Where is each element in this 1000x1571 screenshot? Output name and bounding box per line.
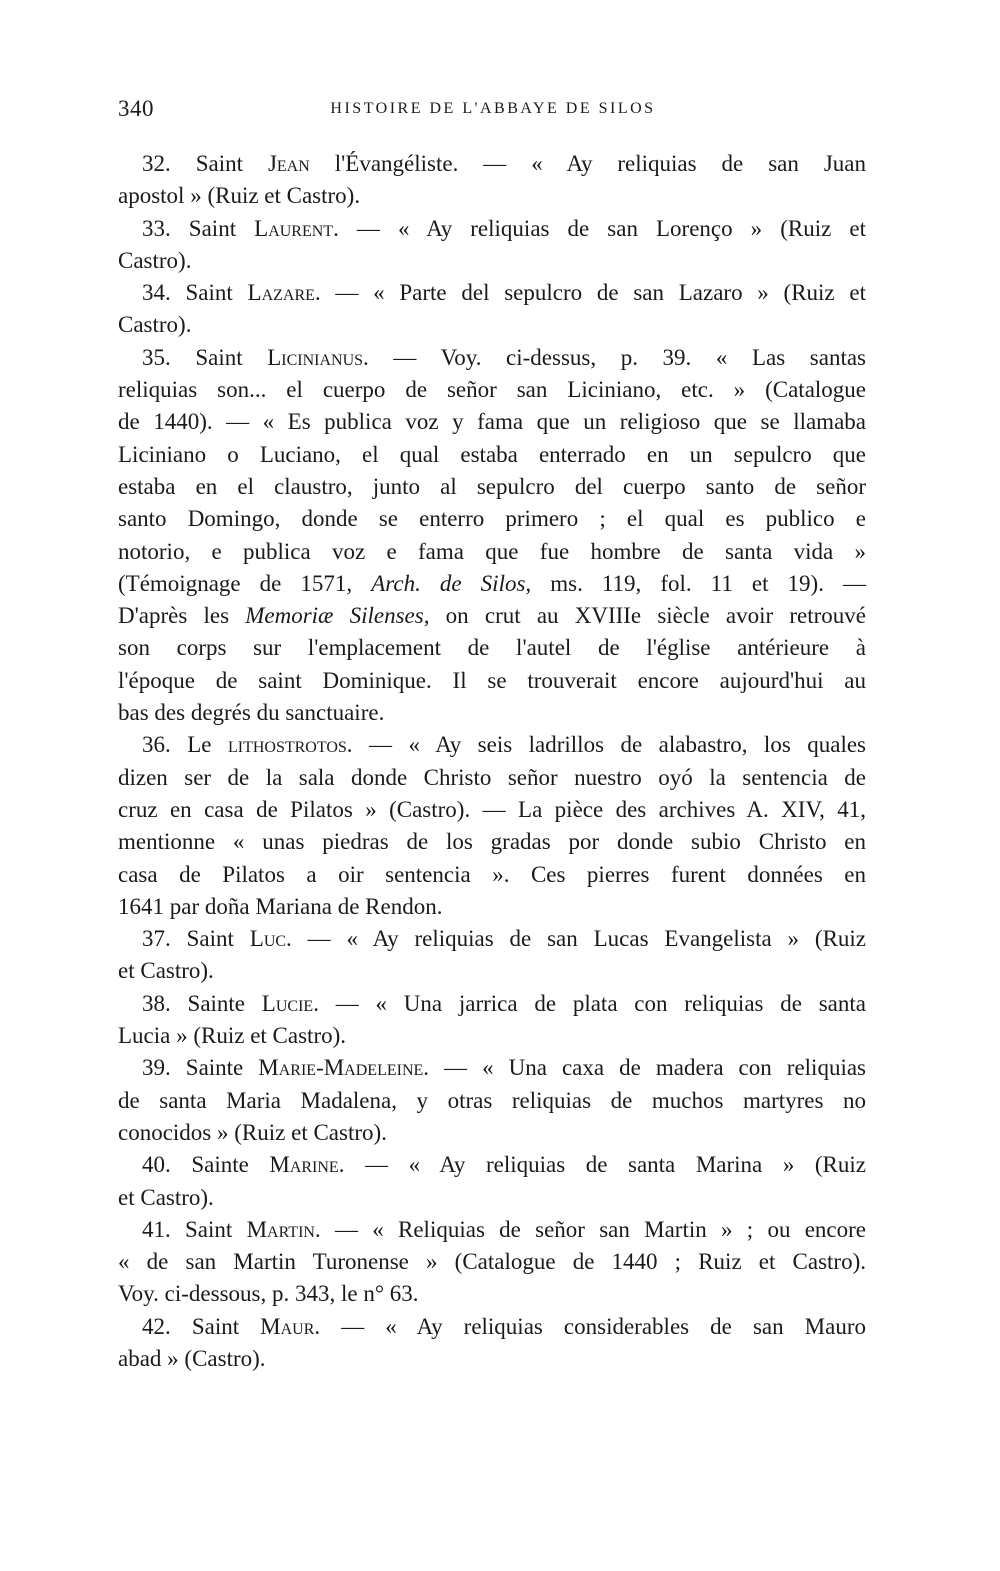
text-line <box>118 891 866 923</box>
text-segment: 36. Le <box>142 732 228 758</box>
italic-text: Memoriæ Silenses <box>245 603 424 629</box>
text-segment: 33. Saint <box>142 215 255 241</box>
text-line <box>118 1020 866 1052</box>
text-segment: . — Voy. ci-dessus, p. 39. « Las santas <box>363 344 866 370</box>
text-line <box>118 762 866 794</box>
body-text <box>118 148 866 1375</box>
text-segment: abad » (Castro). <box>118 1345 266 1371</box>
italic-text: Arch. de Silos, <box>371 570 532 596</box>
text-segment: l'Évangéliste. — « Ay reliquias de san Juan <box>309 151 866 176</box>
text-segment: . — « Reliquias de señor san Martin » ; ou encore <box>314 1216 867 1242</box>
text-segment: 35. Saint <box>142 344 268 370</box>
text-line <box>118 600 866 632</box>
text-line <box>118 245 866 277</box>
text-segment: Voy. ci-dessous, p. 343, le n° 63. <box>118 1281 419 1307</box>
text-line <box>118 923 866 955</box>
text-line <box>118 1117 866 1149</box>
text-segment: son corps sur l'emplacement de l'autel de l'église antérieure à <box>118 635 866 661</box>
text-segment: (Témoignage de 1571, <box>118 570 372 596</box>
text-line <box>118 955 866 987</box>
entry-name: Lazare <box>247 280 315 306</box>
text-segment: « de san Martin Turonense » (Catalogue de 1440 ; Ruiz et Castro). <box>118 1249 866 1275</box>
text-line <box>118 148 866 180</box>
text-segment: 39. Sainte <box>142 1055 259 1081</box>
text-segment: . — « Ay reliquias de santa Marina » (Ruiz <box>338 1152 866 1178</box>
text-segment: . — « Ay seis ladrillos de alabastro, los quales <box>346 732 866 758</box>
text-segment: mentionne « unas piedras de los gradas por donde subio Christo en <box>118 829 866 855</box>
entry-name: Maur <box>260 1313 315 1339</box>
entry-name: Martin <box>246 1216 315 1242</box>
text-line <box>118 988 866 1020</box>
text-segment: santo Domingo, donde se enterro primero ; el qual es publico e <box>118 506 866 532</box>
text-segment: ms. 119, fol. 11 et 19). — <box>531 570 867 596</box>
text-segment: notorio, e publica voz e fama que fue hombre de santa vida » <box>118 538 866 564</box>
text-line <box>118 406 866 438</box>
text-segment: l'époque de saint Dominique. Il se trouverait encore aujourd'hui au <box>118 667 866 693</box>
text-segment: Liciniano o Luciano, el qual estaba enterrado en un sepulcro que <box>118 441 866 467</box>
text-segment: . — « Ay reliquias de san Lorenço » (Ruiz et <box>333 215 866 241</box>
entry-name: Marie-Madeleine <box>258 1055 424 1081</box>
text-segment: 32. Saint <box>142 151 268 176</box>
text-segment: 41. Saint <box>142 1216 247 1242</box>
text-segment: bas des degrés du sanctuaire. <box>118 700 385 726</box>
text-line <box>118 1052 866 1084</box>
entry-name: Licinianus <box>267 344 364 370</box>
text-segment: 34. Saint <box>142 280 248 306</box>
text-segment: conocidos » (Ruiz et Castro). <box>118 1119 387 1145</box>
text-segment: . — « Una caxa de madera con reliquias <box>423 1055 866 1081</box>
text-segment: dizen ser de la sala donde Christo señor nuestro oyó la sentencia de <box>118 764 866 790</box>
text-segment: 1641 par doña Mariana de Rendon. <box>118 893 443 919</box>
entry-name: Laurent <box>254 215 334 241</box>
text-line <box>118 213 866 245</box>
text-segment: . — « Parte del sepulcro de san Lazaro » (Ruiz et <box>314 280 866 306</box>
text-segment: estaba en el claustro, junto al sepulcro del cuerpo santo de señor <box>118 473 866 499</box>
entry-name: lithostrotos <box>227 732 347 758</box>
text-line <box>118 1246 866 1278</box>
text-segment: 42. Saint <box>142 1313 261 1339</box>
text-line <box>118 374 866 406</box>
text-line <box>118 729 866 761</box>
text-line <box>118 1149 866 1181</box>
text-segment: apostol » (Ruiz et Castro). <box>118 183 361 209</box>
text-line <box>118 568 866 600</box>
text-line <box>118 180 866 212</box>
text-line <box>118 1311 866 1343</box>
text-segment: reliquias son... el cuerpo de señor san Liciniano, etc. » (Catalogue <box>118 377 866 403</box>
text-line <box>118 665 866 697</box>
text-segment: . — « Ay reliquias considerables de san Mauro <box>314 1313 866 1339</box>
text-segment: 38. Sainte <box>142 990 262 1016</box>
entry-name: Jean <box>267 151 310 176</box>
text-line <box>118 826 866 858</box>
text-line <box>118 439 866 471</box>
text-line <box>118 1278 866 1310</box>
entry-name: Luc <box>249 926 287 952</box>
running-head: HISTOIRE DE L'ABBAYE DE SILOS <box>330 100 656 117</box>
text-segment: de santa Maria Madalena, y otras reliquias de muchos martyres no <box>118 1087 866 1113</box>
text-line <box>118 503 866 535</box>
text-segment: Castro). <box>118 312 192 338</box>
text-segment: , on crut au XVIIIe siècle avoir retrouvé <box>423 603 866 629</box>
entry-name: Marine <box>269 1152 339 1178</box>
text-segment: casa de Pilatos a oir sentencia ». Ces pierres furent données en <box>118 861 866 887</box>
text-line <box>118 342 866 374</box>
text-line <box>118 697 866 729</box>
text-segment: D'après les <box>118 603 246 629</box>
text-line <box>118 632 866 664</box>
text-segment: . — « Una jarrica de plata con reliquias de santa <box>313 990 866 1016</box>
text-line <box>118 277 866 309</box>
text-segment: cruz en casa de Pilatos » (Castro). — La pièce des archives A. XIV, 41, <box>118 796 866 822</box>
text-line <box>118 536 866 568</box>
text-line <box>118 1085 866 1117</box>
text-segment: 37. Saint <box>142 926 250 952</box>
text-line <box>118 471 866 503</box>
text-segment: et Castro). <box>118 1184 214 1210</box>
text-line <box>118 1182 866 1214</box>
text-segment: . — « Ay reliquias de san Lucas Evangelista » (Ruiz <box>286 926 867 952</box>
entry-name: Lucie <box>261 990 314 1016</box>
text-segment: de 1440). — « Es publica voz y fama que un religioso que se llamaba <box>118 409 866 435</box>
text-line <box>118 309 866 341</box>
text-line <box>118 1214 866 1246</box>
text-line <box>118 859 866 891</box>
text-line <box>118 794 866 826</box>
text-segment: 40. Sainte <box>142 1152 270 1178</box>
text-segment: Lucia » (Ruiz et Castro). <box>118 1023 347 1049</box>
page-number: 340 <box>118 96 154 121</box>
page-header <box>118 96 868 126</box>
text-segment: et Castro). <box>118 958 214 984</box>
text-line <box>118 1343 866 1375</box>
text-segment: Castro). <box>118 247 192 273</box>
